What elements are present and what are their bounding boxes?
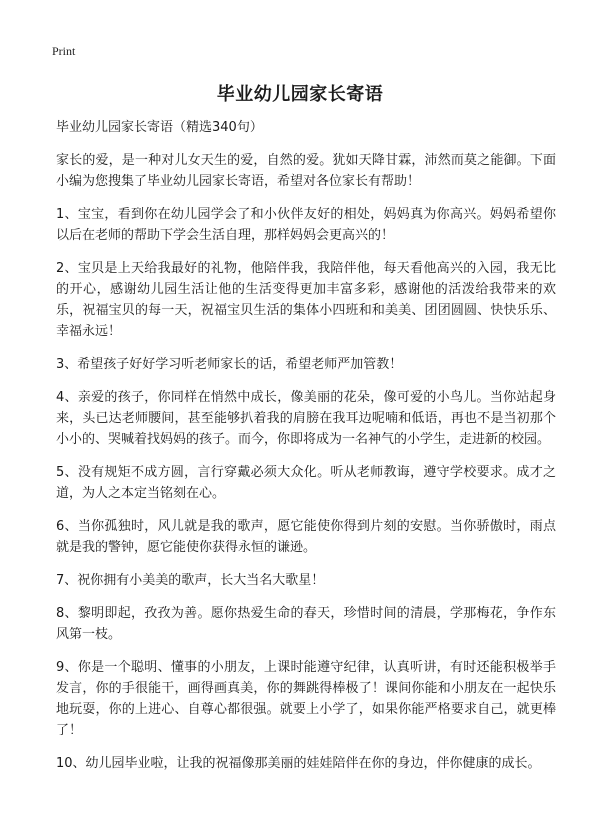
intro-paragraph: 家长的爱，是一种对儿女天生的爱，自然的爱。犹如天降甘霖，沛然而莫之能御。下面小编为您搜集了毕业幼儿园家长寄语，希望对各位家长有帮助！ bbox=[56, 153, 556, 189]
message-paragraph: 1、宝宝，看到你在幼儿园学会了和小伙伴友好的相处，妈妈真为你高兴。妈妈希望你以后在老师的帮助下学会生活自理，那样妈妈会更高兴的！ bbox=[56, 207, 556, 243]
message-paragraph: 7、祝你拥有小美美的歌声，长大当名大歌星！ bbox=[56, 573, 325, 588]
message-paragraph: 10、幼儿园毕业啦，让我的祝福像那美丽的娃娃陪伴在你的身边，伴你健康的成长。 bbox=[56, 756, 541, 771]
message-paragraph: 6、当你孤独时，风儿就是我的歌声，愿它能使你得到片刻的安慰。当你骄傲时，雨点就是我的警钟，愿它能使你获得永恒的谦逊。 bbox=[56, 519, 556, 555]
message-paragraph: 9、你是一个聪明、懂事的小朋友，上课时能遵守纪律，认真听讲，有时还能积极举手发言，你的手很能干，画得画真美，你的舞跳得棒极了！课间你能和小朋友在一起快乐地玩耍，你的上进心、自尊心都很强。就要上小学了，如果你能严格要求自己，就更棒了！ bbox=[56, 660, 556, 738]
article-subtitle: 毕业幼儿园家长寄语（精选340句） bbox=[56, 120, 263, 135]
message-paragraph: 5、没有规矩不成方圆，言行穿戴必须大众化。听从老师教诲，遵守学校要求。成才之道，为人之本定当铭刻在心。 bbox=[56, 465, 556, 501]
message-paragraph: 2、宝贝是上天给我最好的礼物，他陪伴我，我陪伴他，每天看他高兴的入园，我无比的开心，感谢幼儿园生活让他的生活变得更加丰富多彩，感谢他的活泼给我带来的欢乐，祝福宝贝的每一天，祝福宝贝生活的集体小四班和和美美、团团圆圆、快快乐乐、幸福永远！ bbox=[56, 261, 556, 339]
message-paragraph: 4、亲爱的孩子，你同样在悄然中成长，像美丽的花朵，像可爱的小鸟儿。当你站起身来，头已达老师腰间，甚至能够扒着我的肩膀在我耳边呢喃和低语，再也不是当初那个小小的、哭喊着找妈妈的孩子。而今，你即将成为一名神气的小学生，走进新的校园。 bbox=[56, 390, 556, 447]
message-paragraph: 8、黎明即起，孜孜为善。愿你热爱生命的春天，珍惜时间的清晨，学那梅花，争作东风第一枝。 bbox=[56, 606, 556, 642]
page-title: 毕业幼儿园家长寄语 bbox=[216, 84, 384, 105]
article-body bbox=[56, 118, 556, 786]
print-link[interactable]: Print bbox=[52, 44, 76, 58]
message-paragraph: 3、希望孩子好好学习听老师家长的话，希望老师严加管教！ bbox=[56, 357, 403, 372]
